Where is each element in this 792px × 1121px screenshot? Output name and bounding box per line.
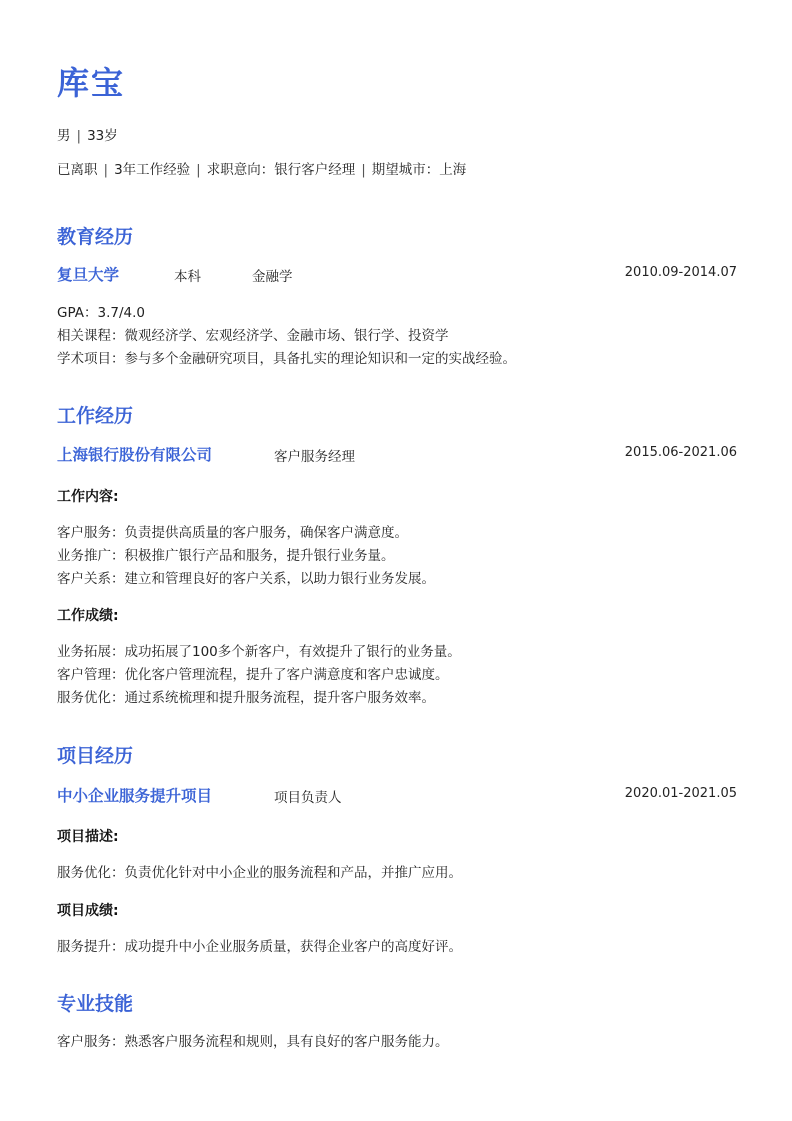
work-achievement-item: 客户管理：优化客户管理流程，提升了客户满意度和客户忠诚度。 (57, 667, 449, 683)
gender: 男 (57, 128, 71, 144)
age: 33岁 (87, 128, 118, 144)
separator: | (361, 162, 366, 178)
project-date: 2020.01-2021.05 (624, 786, 737, 801)
separator: | (76, 128, 82, 144)
education-date: 2010.09-2014.07 (624, 265, 737, 280)
skills-section-title: 专业技能 (57, 993, 134, 1015)
work-achievement-item: 业务拓展：成功拓展了100多个新客户，有效提升了银行的业务量。 (57, 644, 461, 660)
separator: | (196, 162, 201, 178)
work-content-item: 客户关系：建立和管理良好的客户关系，以助力银行业务发展。 (57, 571, 435, 587)
separator: | (103, 162, 109, 178)
work-content-item: 业务推广：积极推广银行产品和服务，提升银行业务量。 (57, 548, 395, 564)
work-date: 2015.06-2021.06 (624, 445, 737, 460)
work-section-title: 工作经历 (57, 405, 134, 427)
project-role: 项目负责人 (274, 790, 342, 806)
education-projects: 学术项目：参与多个金融研究项目，具备扎实的理论知识和一定的实战经验。 (57, 351, 516, 367)
project-desc-heading: 项目描述: (57, 829, 119, 845)
project-result-heading: 项目成绩: (57, 903, 119, 919)
education-courses: 相关课程：微观经济学、宏观经济学、金融市场、银行学、投资学 (57, 328, 449, 344)
education-section-title: 教育经历 (57, 226, 134, 248)
skill-item: 客户服务：熟悉客户服务流程和规则，具有良好的客户服务能力。 (57, 1034, 449, 1050)
education-entry-header (57, 263, 737, 287)
education-gpa: GPA：3.7/4.0 (57, 305, 145, 321)
project-entry-header (57, 784, 737, 808)
job-title: 客户服务经理 (274, 449, 355, 465)
expected-city: 期望城市：上海 (371, 162, 467, 178)
basic-info-row (57, 124, 118, 144)
project-desc: 服务优化：负责优化针对中小企业的服务流程和产品，并推广应用。 (57, 865, 462, 881)
company-name: 上海银行股份有限公司 (57, 446, 213, 464)
candidate-name: 库宝 (57, 64, 126, 102)
work-content-item: 客户服务：负责提供高质量的客户服务，确保客户满意度。 (57, 525, 408, 541)
work-entry-header (57, 443, 737, 467)
project-result: 服务提升：成功提升中小企业服务质量，获得企业客户的高度好评。 (57, 939, 462, 955)
project-section-title: 项目经历 (57, 745, 134, 767)
degree: 本科 (174, 269, 201, 285)
job-status: 已离职 (57, 162, 98, 178)
work-experience: 3年工作经验 (114, 162, 191, 178)
school-name: 复旦大学 (57, 266, 120, 284)
work-achievement-item: 服务优化：通过系统梳理和提升服务流程，提升客户服务效率。 (57, 690, 435, 706)
major: 金融学 (252, 269, 293, 285)
job-intention: 求职意向：银行客户经理 (206, 162, 356, 178)
work-content-heading: 工作内容: (57, 489, 119, 505)
work-achievement-heading: 工作成绩: (57, 608, 119, 624)
project-name: 中小企业服务提升项目 (57, 787, 213, 805)
job-info-row (57, 158, 466, 178)
